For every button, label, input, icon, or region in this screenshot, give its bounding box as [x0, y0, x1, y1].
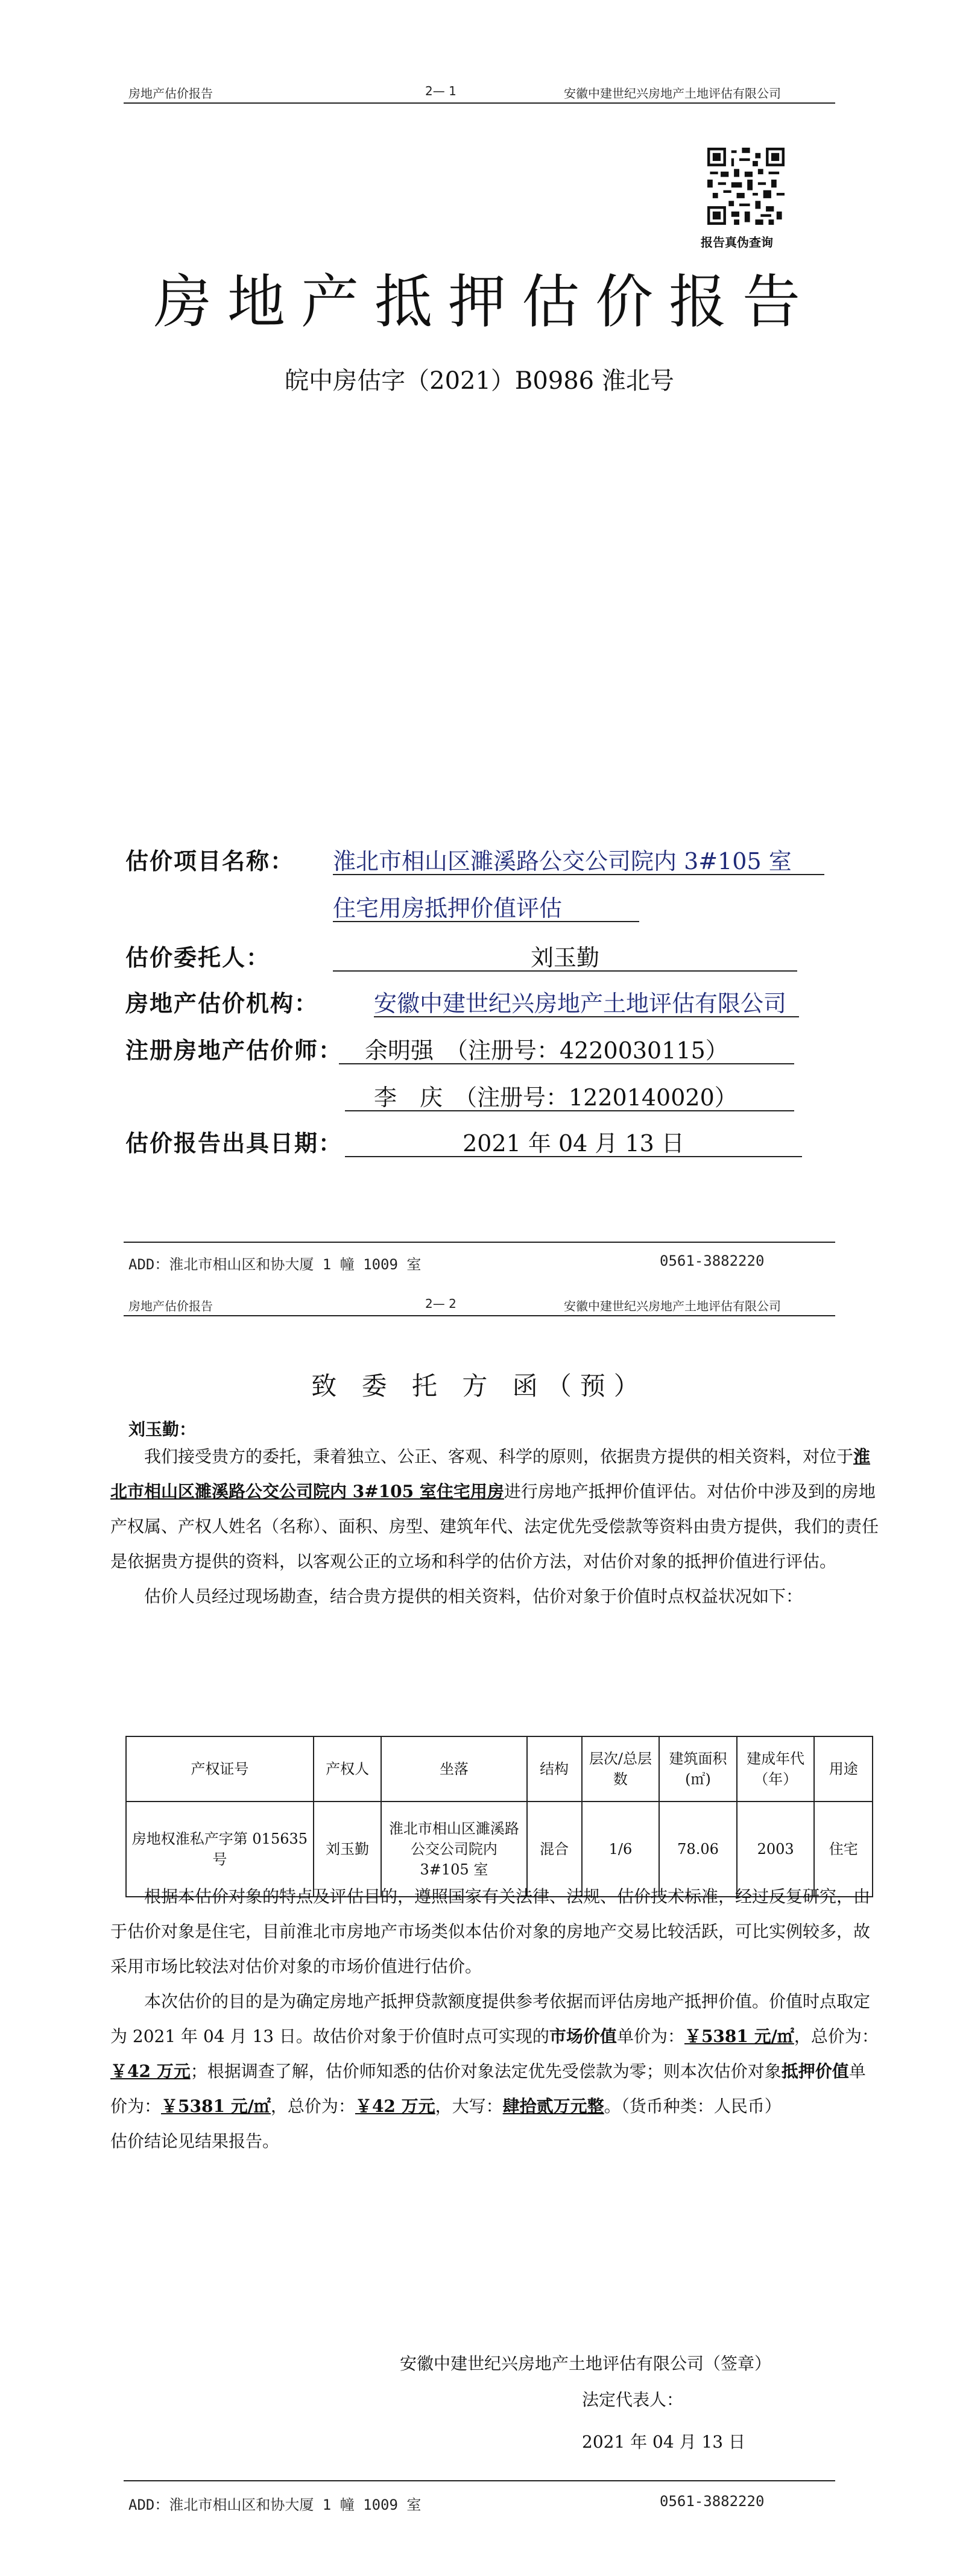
date-underline	[345, 1156, 802, 1157]
table-header: 建成年代（年）	[737, 1736, 815, 1802]
project-label: 估价项目名称：	[125, 847, 295, 875]
table-cell: 淮北市相山区濉溪路公交公司院内 3#105 室	[381, 1802, 526, 1897]
sign-date: 2021 年 04 月 13 日	[582, 2432, 746, 2452]
table-cell: 房地权淮私产字第 015635 号	[126, 1802, 314, 1897]
client-value: 刘玉勤	[530, 944, 599, 971]
project-value-line1: 淮北市相山区濉溪路公交公司院内 3#105 室	[333, 848, 792, 875]
page1-header-left: 房地产估价报告	[128, 86, 213, 101]
client-label: 估价委托人：	[125, 944, 271, 971]
appraiser-label: 注册房地产估价师：	[125, 1037, 343, 1064]
page1-header-rule	[124, 102, 835, 104]
agency-underline	[374, 1016, 799, 1017]
appraiser-1: 余明强 （注册号：4220030115）	[365, 1037, 728, 1064]
project-value-line2: 住宅用房抵押价值评估	[333, 895, 563, 922]
amount-in-words: 肆拾贰万元整	[502, 2096, 604, 2116]
page1-header-right: 安徽中建世纪兴房地产土地评估有限公司	[564, 86, 781, 101]
appraiser-2: 李 庆 （注册号：1220140020）	[374, 1084, 737, 1111]
page1-footer-phone: 0561-3882220	[660, 1252, 765, 1269]
report-main-title: 房地产抵押估价报告	[154, 268, 816, 336]
page2-header-page: 2— 2	[425, 1296, 456, 1311]
table-header: 结构	[527, 1736, 582, 1802]
table-header-row	[126, 1736, 873, 1802]
table-cell: 混合	[527, 1802, 582, 1897]
page2-header-left: 房地产估价报告	[128, 1299, 213, 1313]
property-rights-table	[125, 1736, 873, 1897]
client-underline	[333, 970, 797, 972]
table-header: 坐落	[381, 1736, 526, 1802]
page2-header-right: 安徽中建世纪兴房地产土地评估有限公司	[564, 1299, 781, 1313]
property-address: 淮北市相山区濉溪路公交公司院内 3#105 室住宅用房	[110, 1447, 871, 1501]
paragraph-1: 我们接受贵方的委托，秉着独立、公正、客观、科学的原则，依据贵方提供的相关资料，对位于淮北市相山区濉溪路公交公司院内 3#105 室住宅用房进行房地产抵押价值评估。对估价中涉及到的房地产权属、产权人姓名（名称）、面积、房型、建筑年代、法定优先受偿款等资料由贵方提供，我们的责任是依据贵方提供的资料，以客观公正的立场和科学的估价方法，对估价对象的抵押价值进行评估。	[110, 1447, 879, 1571]
paragraph-4: 本次估价的目的是为确定房地产抵押贷款额度提供参考依据而评估房地产抵押价值。价值时点取定为 2021 年 04 月 13 日。故估价对象于价值时点可实现的市场价值单价为：￥5381 元/㎡，总价为：￥42 万元；根据调查了解，估价师知悉的估价对象法定优先受偿款为零；则本次估价对象抵押价值单价为：￥5381 元/㎡，总价为：￥42 万元，大写：肆拾贰万元整。（货币种类：人民币）	[110, 1991, 879, 2116]
project-underline-2	[333, 921, 639, 922]
table-cell: 1/6	[582, 1802, 660, 1897]
mortgage-unit-price: ￥5381 元/㎡	[161, 2096, 271, 2116]
page2-footer-rule	[124, 2480, 835, 2481]
table-header: 产权证号	[126, 1736, 314, 1802]
page1-header-page: 2— 1	[425, 84, 456, 98]
project-underline-1	[333, 874, 824, 875]
page2-footer-address: ADD：淮北市相山区和协大厦 1 幢 1009 室	[128, 2496, 422, 2513]
report-number: 皖中房估字（2021）B0986 淮北号	[285, 367, 674, 395]
date-label: 估价报告出具日期：	[125, 1129, 343, 1157]
table-cell: 住宅	[814, 1802, 873, 1897]
appraiser-2-underline	[345, 1110, 794, 1111]
table-header: 用途	[814, 1736, 873, 1802]
appraiser-1-underline	[339, 1063, 794, 1064]
letter-title: 致 委 托 方 函（预）	[311, 1371, 648, 1401]
agency-label: 房地产估价机构：	[125, 990, 319, 1017]
table-header: 产权人	[314, 1736, 382, 1802]
table-header: 建筑面积(㎡)	[659, 1736, 737, 1802]
market-unit-price: ￥5381 元/㎡	[684, 2026, 794, 2046]
page2-footer-phone: 0561-3882220	[660, 2493, 765, 2510]
table-cell: 2003	[737, 1802, 815, 1897]
qr-code-icon	[707, 148, 785, 225]
page1-footer-rule	[124, 1242, 835, 1243]
mortgage-total-price: ￥42 万元	[355, 2096, 435, 2116]
table-cell: 78.06	[659, 1802, 737, 1897]
letter-body-top	[110, 1439, 882, 1614]
sign-representative: 法定代表人：	[582, 2390, 684, 2410]
table-cell: 刘玉勤	[314, 1802, 382, 1897]
market-total-price: ￥42 万元	[110, 2061, 191, 2081]
qr-caption: 报告真伪查询	[701, 235, 773, 250]
paragraph-2: 估价人员经过现场勘查，结合贵方提供的相关资料，估价对象于价值时点权益状况如下：	[144, 1586, 803, 1606]
salutation: 刘玉勤：	[128, 1419, 197, 1439]
paragraph-5: 估价结论见结果报告。	[110, 2131, 280, 2151]
sign-company: 安徽中建世纪兴房地产土地评估有限公司（签章）	[400, 2354, 772, 2373]
letter-body-bottom	[110, 1879, 882, 2159]
agency-value: 安徽中建世纪兴房地产土地评估有限公司	[374, 990, 787, 1017]
paragraph-3: 根据本估价对象的特点及评估目的，遵照国家有关法律、法规、估价技术标准，经过反复研究，由于估价对象是住宅，目前淮北市房地产市场类似本估价对象的房地产交易比较活跃，可比实例较多，故采用市场比较法对估价对象的市场价值进行估价。	[110, 1886, 871, 1976]
table-header: 层次/总层数	[582, 1736, 660, 1802]
page2-header-rule	[124, 1315, 835, 1316]
page1-footer-address: ADD：淮北市相山区和协大厦 1 幢 1009 室	[128, 1256, 422, 1273]
date-value: 2021 年 04 月 13 日	[463, 1130, 684, 1157]
